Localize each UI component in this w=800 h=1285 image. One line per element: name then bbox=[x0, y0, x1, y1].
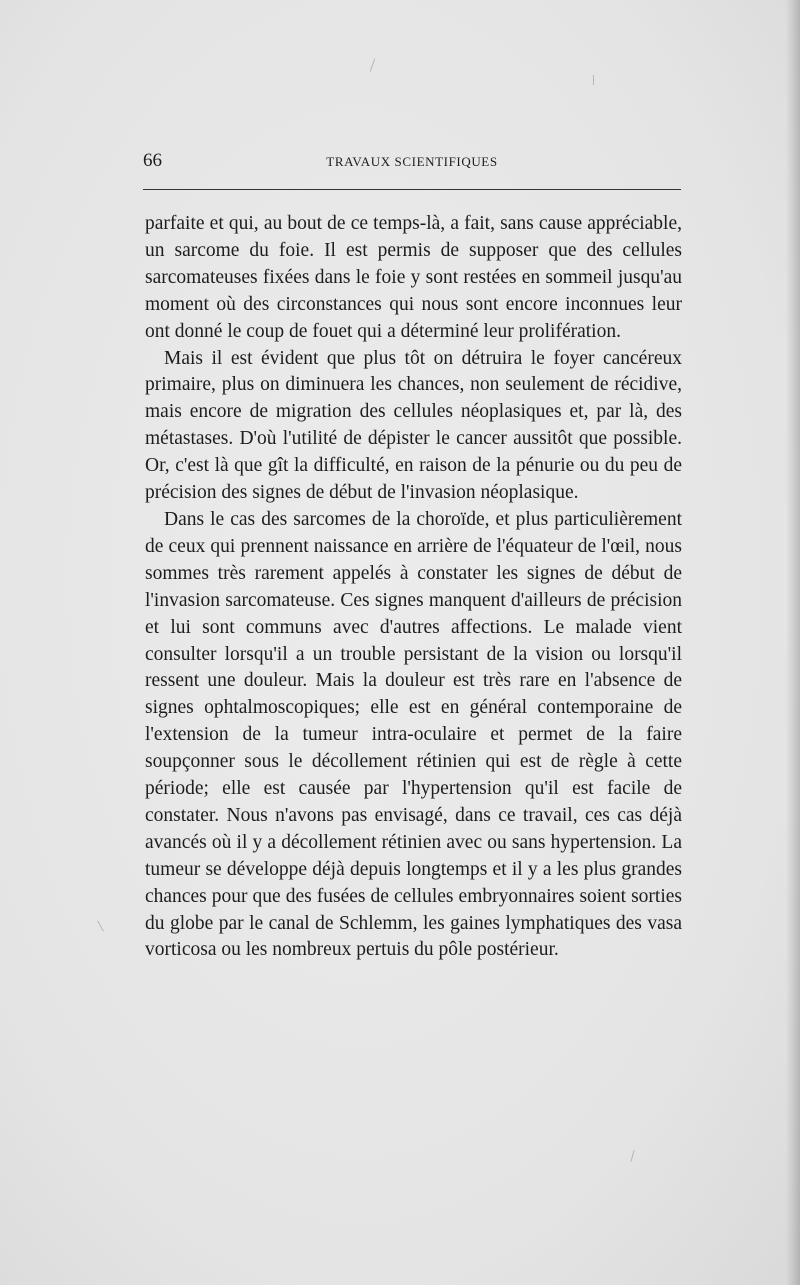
paragraph: parfaite et qui, au bout de ce temps-là, a fait, sans cause appréciable, un sarcome du foie. Il est permis de supposer que des cellules sarcomateuses fixées dans le foie y sont restées en sommeil jusqu'au moment où des circonstances qui nous sont encore inconnues leur ont donné le coup de fouet qui a déterminé leur prolifération. bbox=[145, 213, 682, 342]
scan-speck bbox=[593, 75, 594, 85]
scan-speck bbox=[630, 1150, 634, 1162]
scan-speck bbox=[370, 58, 376, 71]
page-header bbox=[143, 150, 681, 180]
running-title: TRAVAUX SCIENTIFIQUES bbox=[326, 154, 498, 169]
body-text bbox=[145, 211, 682, 964]
paragraph: Dans le cas des sarcomes de la choroïde, et plus particulièrement de ceux qui prennent naissance en arrière de l'équateur de l'œil, nous sommes très rarement appelés à constater les signes de début de l'invasion sarcomateuse. Ces signes manquent d'ailleurs de précision et lui sont communs avec d'autres affections. Le malade vient consulter lorsqu'il a un trouble persistant de la vision ou lorsqu'il ressent une douleur. Mais la douleur est très rare en l'absence de signes ophtalmoscopiques; elle est en général contemporaine de l'extension de la tumeur intra-oculaire et permet de la faire soupçonner sous le décollement rétinien qui est de règle à cette période; elle est causée par l'hypertension qu'il est facile de constater. Nous n'avons pas envisagé, dans ce travail, ces cas déjà avancés où il y a décollement rétinien avec ou sans hypertension. La tumeur se développe déjà depuis longtemps et il y a les plus grandes chances pour que des fusées de cellules embryonnaires soient sorties du globe par le canal de Schlemm, les gaines lymphatiques des vasa vorticosa ou les nombreux pertuis du pôle postérieur. bbox=[145, 508, 682, 961]
scan-speck bbox=[97, 921, 104, 932]
page-number: 66 bbox=[143, 150, 162, 171]
header-rule bbox=[143, 189, 681, 190]
paragraph: Mais il est évident que plus tôt on détruira le foyer cancéreux primaire, plus on diminuera les chances, non seulement de récidive, mais encore de migration des cellules néoplasiques et, par là, des métastases. D'où l'utilité de dépister le cancer aussitôt que possible. Or, c'est là que gît la difficulté, en raison de la pénurie ou du peu de précision des signes de début de l'invasion néoplasique. bbox=[145, 347, 682, 504]
page-edge-shadow bbox=[786, 0, 800, 1285]
